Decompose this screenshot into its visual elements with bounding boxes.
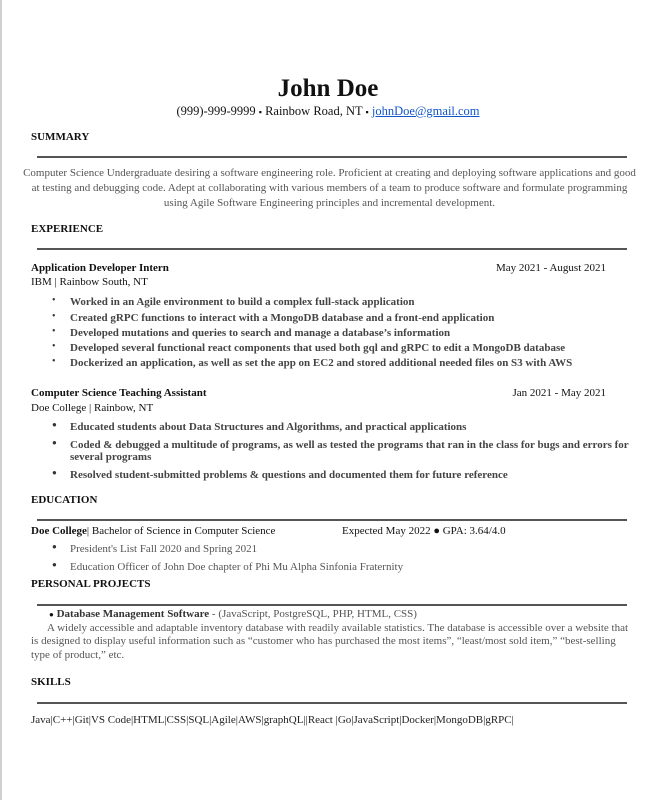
job-bullet: Coded & debugged a multitude of programs, as well as tested the programs that ran in the class for bugs and errors for	[70, 439, 629, 451]
job-bullet: Worked in an Agile environment to build a complex full-stack application	[70, 296, 415, 308]
bullet-icon: •	[52, 356, 56, 367]
project-name: Database Management Software	[56, 608, 210, 620]
job-bullet-continued: several programs	[70, 451, 152, 463]
job-dates: May 2021 - August 2021	[496, 262, 606, 274]
education-expected: Expected May 2022 ● GPA: 3.64/4.0	[342, 525, 506, 537]
education-bullet: President's List Fall 2020 and Spring 2021	[70, 543, 258, 555]
job-bullet: Developed several functional react components that used both gql and gRPC to edit a MongoDB database	[70, 342, 566, 354]
separator-icon: ▪	[258, 107, 262, 117]
divider	[37, 156, 627, 158]
job-bullet: Developed mutations and queries to search and manage a database’s information	[70, 327, 451, 339]
bullet-icon: ●	[52, 560, 57, 569]
job-title: Application Developer Intern	[31, 262, 169, 274]
bullet-icon: ●	[52, 542, 57, 551]
project-desc-line: is designed to display useful information such as “customer who has purchased the most items”, “least/most sold item,” “best-selling	[31, 635, 616, 647]
project-desc-line: A widely accessible and adaptable inventory database with readily available statistics. The database is accessible over a website that	[47, 622, 629, 634]
bullet-icon: ●	[52, 468, 57, 477]
job-org: IBM | Rainbow South, NT	[31, 276, 148, 288]
summary-line: at testing and debugging code. Adept at collaborating with various members of a team to produce software and formulate programming	[31, 182, 628, 194]
projects-heading: PERSONAL PROJECTS	[31, 578, 151, 590]
job-org: Doe College | Rainbow, NT	[31, 402, 154, 414]
bullet-icon: ●	[52, 420, 57, 429]
education-bullet: Education Officer of John Doe chapter of Phi Mu Alpha Sinfonia Fraternity	[70, 561, 404, 573]
skills-list: Java|C++|Git|VS Code|HTML|CSS|SQL|Agile|AWS|graphQL||React |Go|JavaScript|Docker|MongoDB|gRPC|	[31, 714, 514, 726]
education-heading: EDUCATION	[31, 494, 98, 506]
degree: | Bachelor of Science in Computer Science	[86, 525, 276, 537]
bullet-icon: •	[52, 311, 56, 322]
school-name: Doe College	[31, 525, 87, 537]
resume-name: John Doe	[277, 75, 379, 102]
education-entry	[31, 524, 275, 538]
job-bullet: Created gRPC functions to interact with a MongoDB database and a front-end application	[70, 312, 495, 324]
job-bullet: Dockerized an application, as well as set the app on EC2 and stored additional needed files on S3 with AWS	[70, 357, 573, 369]
contact-line	[0, 103, 651, 120]
divider	[37, 702, 627, 704]
bullet-icon: •	[52, 341, 56, 352]
project-tech: - (JavaScript, PostgreSQL, PHP, HTML, CSS)	[211, 608, 417, 620]
project-title-line	[49, 607, 417, 622]
bullet-icon: •	[52, 326, 56, 337]
summary-line: Computer Science Undergraduate desiring a software engineering role. Proficient at creating and deploying software applications and good	[23, 167, 636, 179]
bullet-icon: •	[52, 295, 56, 306]
summary-line: using Agile Software Engineering principles and incremental development.	[163, 197, 496, 209]
phone: (999)-999-9999	[176, 104, 256, 118]
divider	[37, 248, 627, 250]
job-bullet: Resolved student-submitted problems & questions and documented them for future reference	[70, 469, 508, 481]
job-title: Computer Science Teaching Assistant	[31, 387, 207, 399]
separator-icon: ▪	[365, 107, 369, 117]
bullet-icon: ●	[49, 610, 54, 619]
divider	[37, 519, 627, 521]
job-bullet: Educated students about Data Structures and Algorithms, and practical applications	[70, 421, 467, 433]
page-edge	[0, 0, 2, 800]
address: Rainbow Road, NT	[265, 104, 363, 118]
bullet-icon: ●	[52, 438, 57, 447]
project-desc-line: type of product,” etc.	[31, 649, 125, 661]
job-dates: Jan 2021 - May 2021	[512, 387, 606, 399]
skills-heading: SKILLS	[31, 676, 71, 688]
summary-heading: SUMMARY	[31, 131, 90, 143]
experience-heading: EXPERIENCE	[31, 223, 104, 235]
email-link[interactable]: johnDoe@gmail.com	[371, 104, 480, 118]
divider	[37, 604, 627, 606]
